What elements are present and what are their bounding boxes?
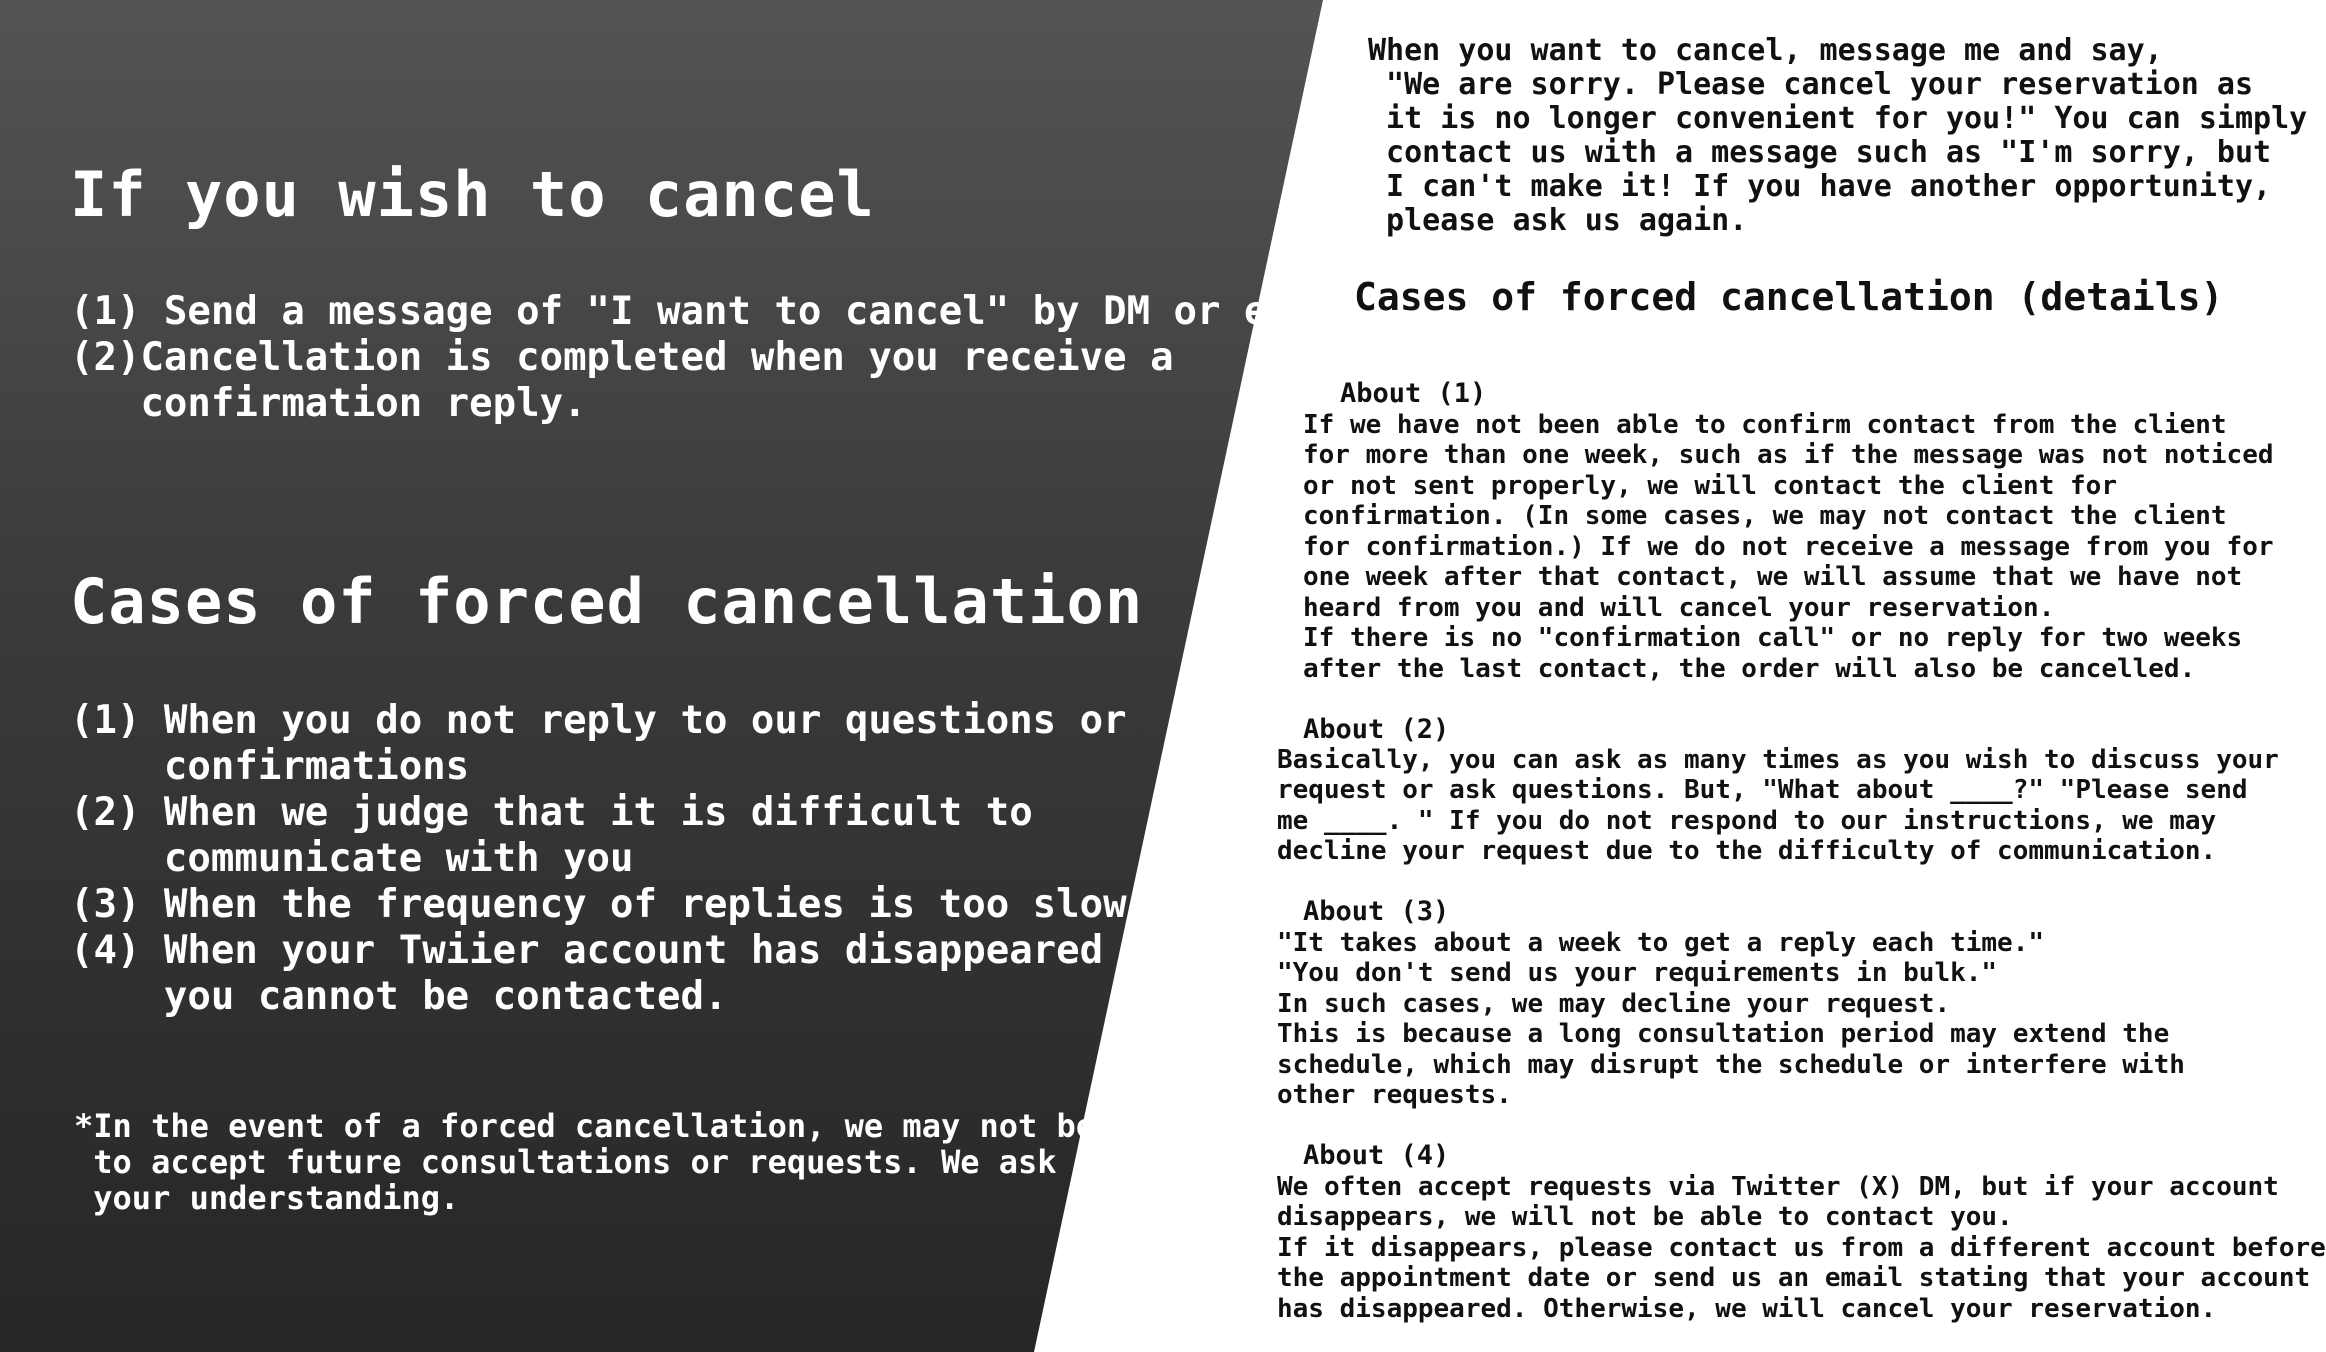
forced-case-line: (1) When you do not reply to our questions or — [70, 698, 1127, 743]
about-1-line: confirmation. (In some cases, we may not contact the client — [1303, 501, 2227, 531]
about-1-line: for confirmation.) If we do not receive a message from you for — [1303, 532, 2274, 562]
forced-case-line: confirmations — [70, 744, 470, 789]
about-3-title: About (3) — [1303, 896, 1450, 927]
about-4-title: About (4) — [1303, 1140, 1450, 1171]
about-2-title: About (2) — [1303, 714, 1450, 745]
forced-case-line: (2) When we judge that it is difficult to — [70, 790, 1033, 835]
about-1-line: If there is no "confirmation call" or no reply for two weeks — [1303, 623, 2243, 653]
about-1-line: If we have not been able to confirm contact from the client — [1303, 410, 2227, 440]
intro-line: contact us with a message such as "I'm sorry, but — [1368, 135, 2272, 170]
about-4-line: disappears, we will not be able to contact you. — [1277, 1202, 2013, 1232]
about-2-line: decline your request due to the difficulty of communication. — [1277, 836, 2217, 866]
about-1-title: About (1) — [1340, 378, 1487, 409]
about-4-line: If it disappears, please contact us from a different account before — [1277, 1233, 2326, 1263]
intro-line: I can't make it! If you have another opportunity, — [1368, 169, 2272, 204]
intro-line: When you want to cancel, message me and say, — [1368, 33, 2163, 68]
intro-line: "We are sorry. Please cancel your reservation as — [1368, 67, 2254, 102]
about-3-line: This is because a long consultation period may extend the — [1277, 1019, 2170, 1049]
intro-line: it is no longer convenient for you!" You can simply — [1368, 101, 2308, 136]
cancel-step-line: confirmation reply. — [70, 381, 587, 426]
about-3-line: "It takes about a week to get a reply each time." — [1277, 928, 2045, 958]
cancel-step-line: (1) Send a message of "I want to cancel" by DM or e-mail. — [70, 289, 1409, 334]
about-3-line: schedule, which may disrupt the schedule or interfere with — [1277, 1050, 2185, 1080]
about-3-line: "You don't send us your requirements in bulk." — [1277, 958, 1998, 988]
cancel-heading: If you wish to cancel — [70, 158, 875, 231]
about-3-line: other requests. — [1277, 1080, 1512, 1110]
forced-cancellation-note: your understanding. — [74, 1179, 460, 1217]
about-1-line: after the last contact, the order will also be cancelled. — [1303, 654, 2196, 684]
forced-case-line: communicate with you — [70, 836, 634, 881]
forced-cancellation-note: to accept future consultations or requests. We ask for — [74, 1143, 1134, 1181]
about-2-line: me ____. " If you do not respond to our instructions, we may — [1277, 806, 2217, 836]
about-4-line: has disappeared. Otherwise, we will cancel your reservation. — [1277, 1294, 2217, 1324]
forced-case-line: you cannot be contacted. — [70, 974, 728, 1019]
about-1-line: one week after that contact, we will assume that we have not — [1303, 562, 2243, 592]
about-2-line: request or ask questions. But, "What about ____?" "Please send — [1277, 775, 2248, 805]
forced-cancellation-heading: Cases of forced cancellation — [70, 565, 1144, 638]
about-1-line: for more than one week, such as if the message was not noticed — [1303, 440, 2274, 470]
about-1-line: heard from you and will cancel your reservation. — [1303, 593, 2055, 623]
about-1-line: or not sent properly, we will contact the client for — [1303, 471, 2117, 501]
about-2-line: Basically, you can ask as many times as you wish to discuss your — [1277, 745, 2279, 775]
about-4-line: the appointment date or send us an email stating that your account — [1277, 1263, 2311, 1293]
about-3-line: In such cases, we may decline your request. — [1277, 989, 1951, 1019]
details-heading: Cases of forced cancellation (details) — [1354, 275, 2224, 319]
about-4-line: We often accept requests via Twitter (X) DM, but if your account — [1277, 1172, 2279, 1202]
forced-case-line: (3) When the frequency of replies is too slow — [70, 882, 1127, 927]
forced-case-line: (4) When your Twiier account has disappeared and — [70, 928, 1198, 973]
intro-line: please ask us again. — [1368, 203, 1748, 238]
forced-cancellation-note: *In the event of a forced cancellation, we may not be able — [74, 1107, 1192, 1145]
cancel-step-line: (2)Cancellation is completed when you receive a — [70, 335, 1174, 380]
